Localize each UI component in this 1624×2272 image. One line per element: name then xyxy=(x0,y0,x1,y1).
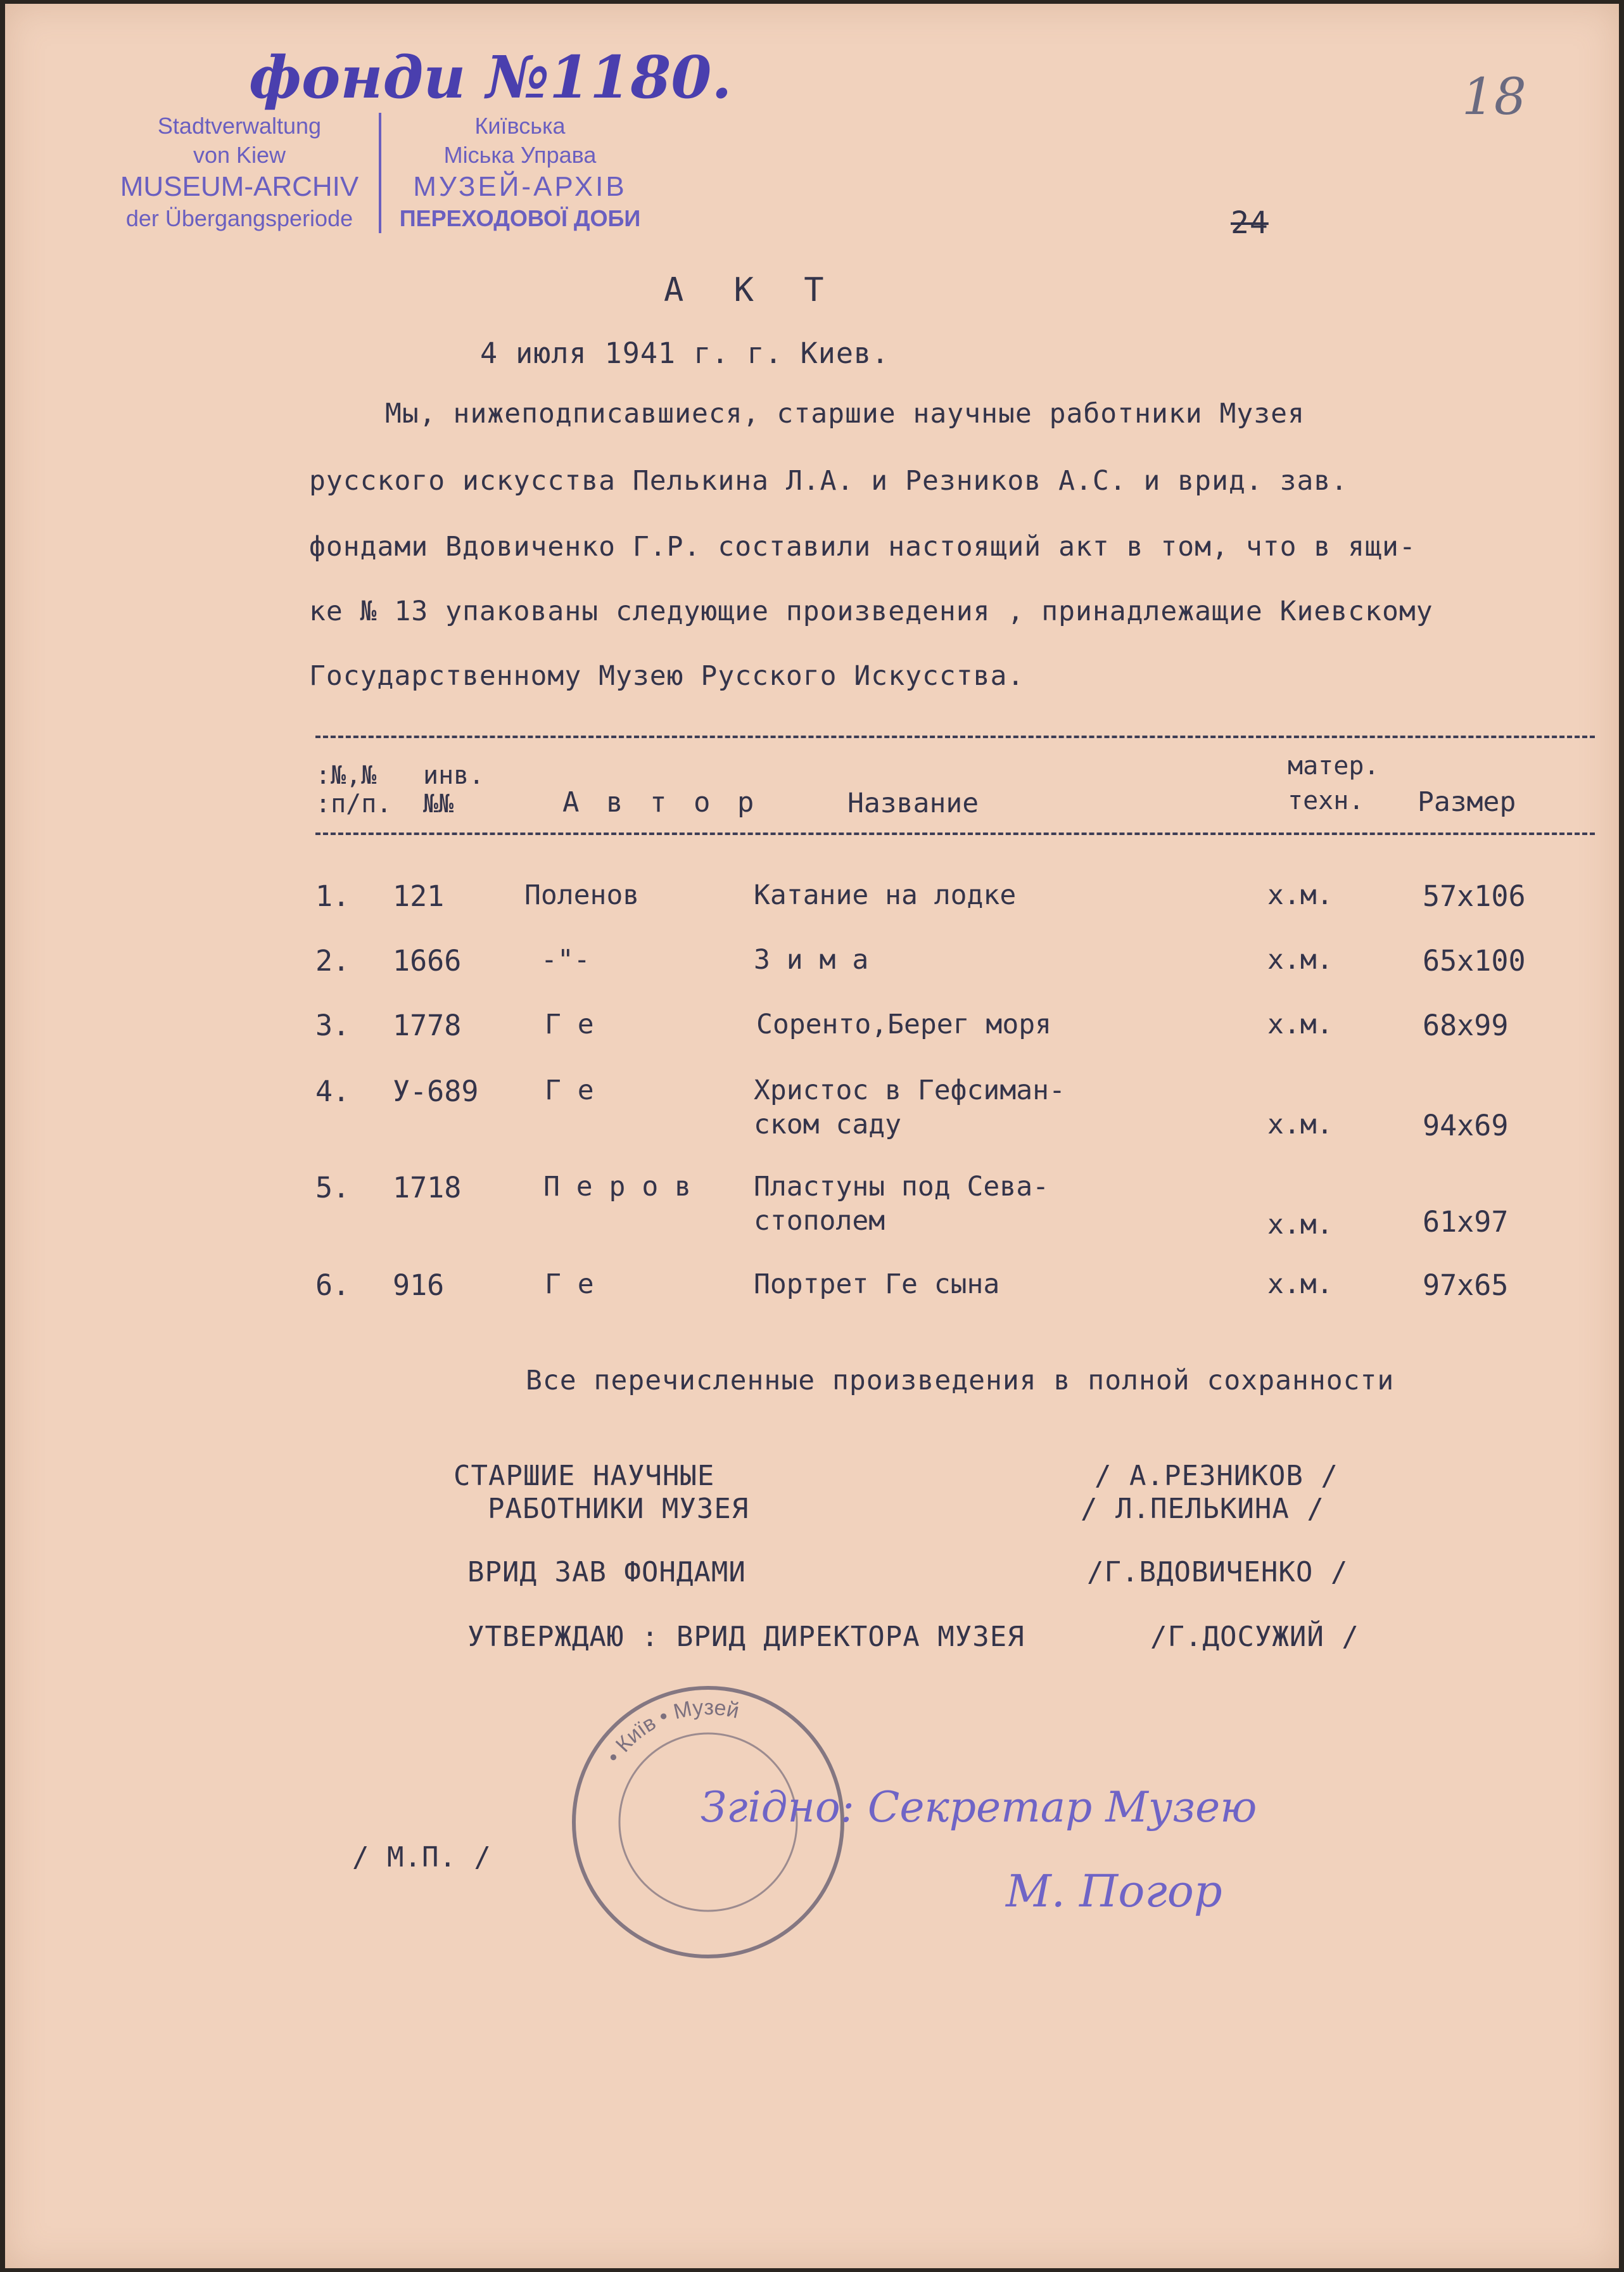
page-number: 18 xyxy=(1462,67,1526,126)
cell-size: 65х100 xyxy=(1423,944,1526,978)
cell-num: 5. xyxy=(315,1171,350,1204)
stamp-divider xyxy=(379,113,381,233)
header-size: Размер xyxy=(1418,786,1516,818)
cell-author: -"- xyxy=(541,944,590,976)
svg-text:• Київ • Музей xyxy=(602,1695,742,1767)
cell-title: стополем xyxy=(754,1205,885,1237)
header-num: :п/п. xyxy=(315,789,392,819)
stamp-line: Міська Управа xyxy=(443,142,597,168)
header-inv: №№ xyxy=(423,789,454,819)
role-line: СТАРШИЕ НАУЧНЫЕ xyxy=(454,1460,715,1492)
cell-num: 3. xyxy=(315,1009,350,1042)
cell-size: 97х65 xyxy=(1423,1268,1509,1302)
cell-size: 57х106 xyxy=(1423,879,1526,913)
archive-stamp-left xyxy=(94,112,385,233)
document-sheet xyxy=(5,4,1619,2268)
cell-num: 2. xyxy=(315,944,350,978)
cell-title: З и м а xyxy=(754,944,869,976)
header-num: :№,№ xyxy=(315,761,377,790)
cell-tech: х.м. xyxy=(1267,879,1333,911)
cell-author: Поленов xyxy=(524,879,640,911)
cell-num: 6. xyxy=(315,1268,350,1302)
cell-inv: 916 xyxy=(393,1268,445,1302)
cell-title: Катание на лодке xyxy=(754,879,1017,911)
signer-name: /Г.ДОСУЖИЙ / xyxy=(1150,1621,1359,1653)
cell-title: Соренто,Берег моря xyxy=(756,1009,1051,1040)
table-rule-header xyxy=(315,833,1595,835)
certification-line: Згідно: Секретар Музею xyxy=(701,1783,1257,1832)
header-tech: матер. xyxy=(1288,751,1380,781)
cell-num: 4. xyxy=(315,1075,350,1108)
document-title: А К Т xyxy=(664,271,839,309)
cell-title: Портрет Ге сына xyxy=(754,1268,1000,1300)
archive-stamp-right xyxy=(384,112,656,233)
signer-name: /Г.ВДОВИЧЕНКО / xyxy=(1087,1556,1348,1588)
body-line: русского искусства Пелькина Л.А. и Резников А.С. и врид. зав. xyxy=(309,465,1348,497)
header-tech: техн. xyxy=(1288,786,1364,815)
role-line: РАБОТНИКИ МУЗЕЯ xyxy=(488,1493,749,1525)
signature-role: ВРИД ЗАВ ФОНДАМИ xyxy=(467,1556,746,1588)
seal-ring-text: • Київ • Музей xyxy=(601,1695,742,1768)
stamp-line: ПЕРЕХОДОВОЇ ДОБИ xyxy=(399,205,641,231)
cell-title: ском саду xyxy=(754,1109,901,1140)
header-author: А в т о р xyxy=(562,786,759,819)
cell-size: 94х69 xyxy=(1423,1109,1509,1142)
cell-inv: 1718 xyxy=(393,1171,462,1204)
signature-role: УТВЕРЖДАЮ : ВРИД ДИРЕКТОРА МУЗЕЯ xyxy=(467,1621,1025,1653)
cell-author: Г е xyxy=(545,1009,594,1040)
cell-tech: х.м. xyxy=(1267,944,1333,976)
header-title: Название xyxy=(847,788,979,819)
signature-names xyxy=(1081,1460,1338,1526)
cell-inv: 1666 xyxy=(393,944,462,978)
signature-role xyxy=(454,1460,749,1526)
stamp-line: МУЗЕЙ-АРХІВ xyxy=(413,171,627,202)
body-line: ке № 13 упакованы следующие произведения , принадлежащие Киевскому xyxy=(309,596,1433,627)
stamp-line: Stadtverwaltung xyxy=(157,113,322,139)
cell-tech: х.м. xyxy=(1267,1009,1333,1040)
body-line: Государственному Музею Русского Искусства. xyxy=(309,660,1025,692)
cell-size: 61х97 xyxy=(1423,1205,1509,1239)
stamp-line: Київська xyxy=(474,113,566,139)
header-inv: инв. xyxy=(423,761,485,790)
cell-author: Г е xyxy=(545,1268,594,1300)
date-place: 4 июля 1941 г. г. Киев. xyxy=(480,336,890,370)
cell-title: Христос в Гефсиман- xyxy=(754,1075,1065,1106)
cell-num: 1. xyxy=(315,879,350,913)
handwritten-fond-number: фонди №1180. xyxy=(249,43,732,112)
cell-tech: х.м. xyxy=(1267,1268,1333,1300)
cell-inv: 121 xyxy=(393,879,445,913)
cell-author: Г е xyxy=(545,1075,594,1106)
cell-inv: 1778 xyxy=(393,1009,462,1042)
cell-tech: х.м. xyxy=(1267,1109,1333,1140)
stamp-line: von Kiew xyxy=(193,142,286,168)
cell-size: 68х99 xyxy=(1423,1009,1509,1042)
stamp-line: der Übergangsperiode xyxy=(125,205,353,231)
cell-title: Пластуны под Сева- xyxy=(754,1171,1049,1203)
stamp-line: MUSEUM-ARCHIV xyxy=(120,171,359,202)
closing-statement: Все перечисленные произведения в полной сохранности xyxy=(526,1365,1395,1396)
body-line: фондами Вдовиченко Г.Р. составили настоящий акт в том, что в ящи- xyxy=(309,531,1416,563)
signer-name: / А.РЕЗНИКОВ / xyxy=(1094,1460,1338,1492)
seal-mark: / М.П. / xyxy=(352,1841,492,1873)
sheet-number: 24 xyxy=(1231,205,1269,241)
table-rule-top xyxy=(315,736,1595,738)
body-line: Мы, нижеподписавшиеся, старшие научные работники Музея xyxy=(385,398,1305,430)
cell-inv: У-689 xyxy=(393,1075,479,1108)
signer-name: / Л.ПЕЛЬКИНА / xyxy=(1081,1493,1324,1525)
cell-tech: х.м. xyxy=(1267,1209,1333,1241)
certification-signature: М. Погор xyxy=(1006,1865,1222,1917)
cell-author: П е р о в xyxy=(543,1171,691,1203)
